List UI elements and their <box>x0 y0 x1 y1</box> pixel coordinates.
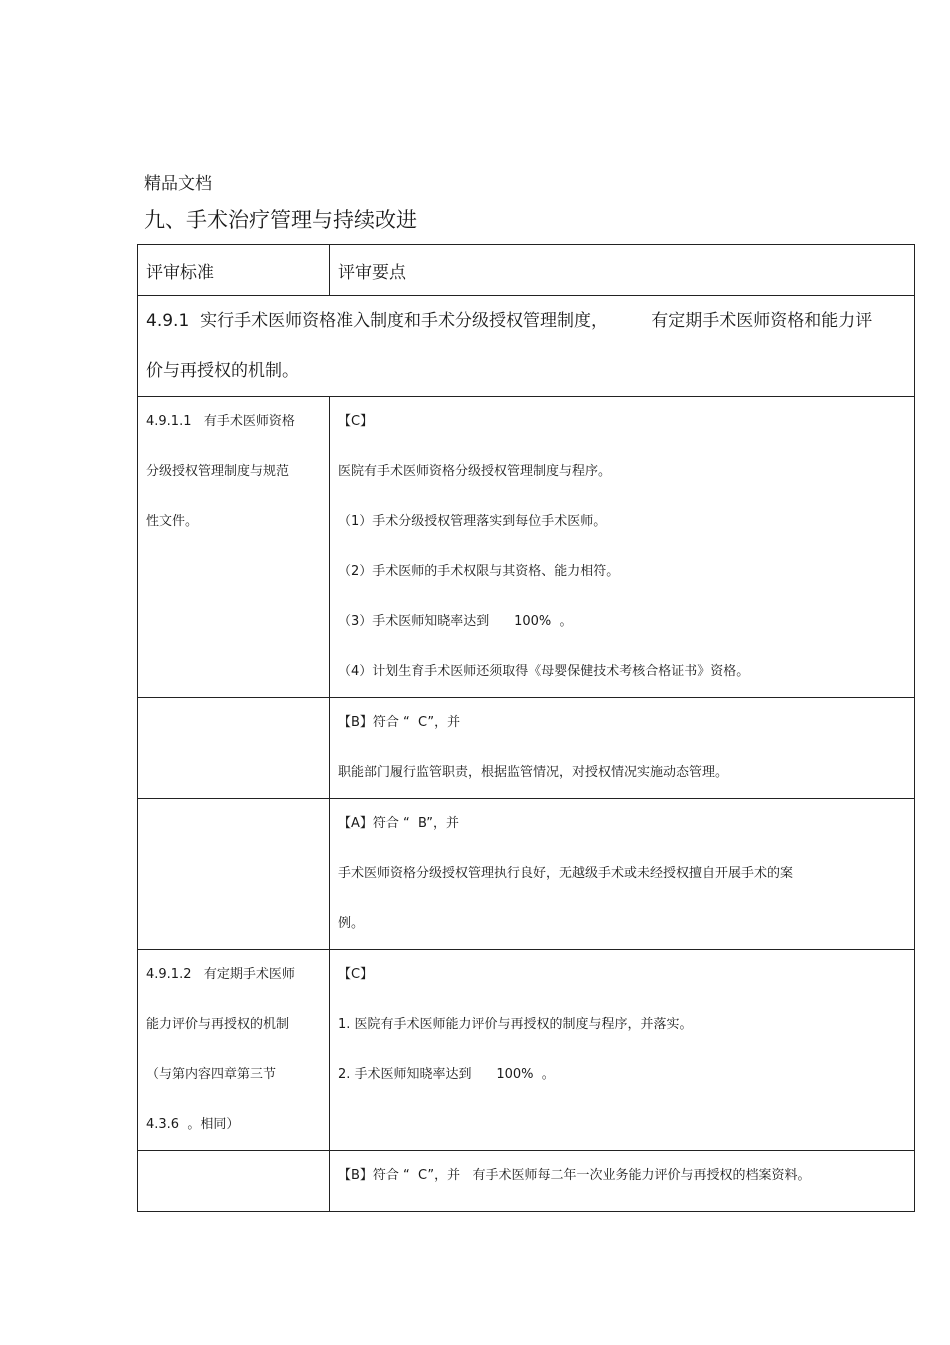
criteria-line: 4.3.6 。相同） <box>146 1117 240 1132</box>
key-point-line: 【B】符合 “ C”，并 <box>338 715 461 730</box>
key-points-cell <box>330 1151 915 1212</box>
criteria-line: （与第内容四章第三节 <box>146 1067 277 1082</box>
criteria-line: 分级授权管理制度与规范 <box>146 464 290 479</box>
key-point-line: 1. 医院有手术医师能力评价与再授权的制度与程序，并落实。 <box>338 1017 693 1032</box>
key-point-line: 2. 手术医师知晓率达到 100% 。 <box>338 1067 555 1082</box>
criteria-line: 能力评价与再授权的机制 <box>146 1017 290 1032</box>
key-points-cell <box>330 799 915 950</box>
key-point-line: （4）计划生育手术医师还须取得《母婴保健技术考核合格证书》资格。 <box>338 664 750 679</box>
key-point-line: 手术医师资格分级授权管理执行良好，无越级手术或未经授权擅自开展手术的案 <box>338 866 794 881</box>
table-row <box>138 799 915 950</box>
table-header-row <box>138 245 915 296</box>
criteria-cell <box>138 1151 330 1212</box>
table-row <box>138 397 915 698</box>
criteria-cell <box>138 950 330 1151</box>
criteria-line: 性文件。 <box>146 514 199 529</box>
key-points-cell <box>330 698 915 799</box>
header-standard: 评审标准 <box>138 245 330 296</box>
key-point-line: 【B】符合 “ C”，并 有手术医师每二年一次业务能力评价与再授权的档案资料。 <box>338 1168 811 1183</box>
criteria-cell <box>138 698 330 799</box>
section-heading: 九、手术治疗管理与持续改进 <box>144 208 417 232</box>
standard-text <box>138 296 915 397</box>
key-point-line: 【C】 <box>338 967 374 982</box>
key-points-cell <box>330 397 915 698</box>
key-point-line: （2）手术医师的手术权限与其资格、能力相符。 <box>338 564 620 579</box>
table-row <box>138 1151 915 1212</box>
standard-line: 价与再授权的机制。 <box>146 361 299 381</box>
standard-row <box>138 296 915 397</box>
page-label: 精品文档 <box>144 174 212 194</box>
criteria-line: 4.9.1.2 有定期手术医师 <box>146 967 295 982</box>
key-point-line: 例。 <box>338 916 365 931</box>
criteria-cell <box>138 799 330 950</box>
table-row <box>138 698 915 799</box>
standard-line: 4.9.1 实行手术医师资格准入制度和手术分级授权管理制度， 有定期手术医师资格和能力评 <box>146 311 873 331</box>
key-point-line: （3）手术医师知晓率达到 100% 。 <box>338 614 573 629</box>
table-row <box>138 950 915 1151</box>
key-point-line: 医院有手术医师资格分级授权管理制度与程序。 <box>338 464 612 479</box>
criteria-cell <box>138 397 330 698</box>
key-point-line: 【A】符合 “ B”，并 <box>338 816 459 831</box>
header-key-points: 评审要点 <box>330 245 915 296</box>
key-point-line: （1）手术分级授权管理落实到每位手术医师。 <box>338 514 607 529</box>
review-table <box>137 244 915 1212</box>
key-points-cell <box>330 950 915 1151</box>
criteria-line: 4.9.1.1 有手术医师资格 <box>146 414 295 429</box>
key-point-line: 职能部门履行监管职责，根据监管情况，对授权情况实施动态管理。 <box>338 765 729 780</box>
key-point-line: 【C】 <box>338 414 374 429</box>
